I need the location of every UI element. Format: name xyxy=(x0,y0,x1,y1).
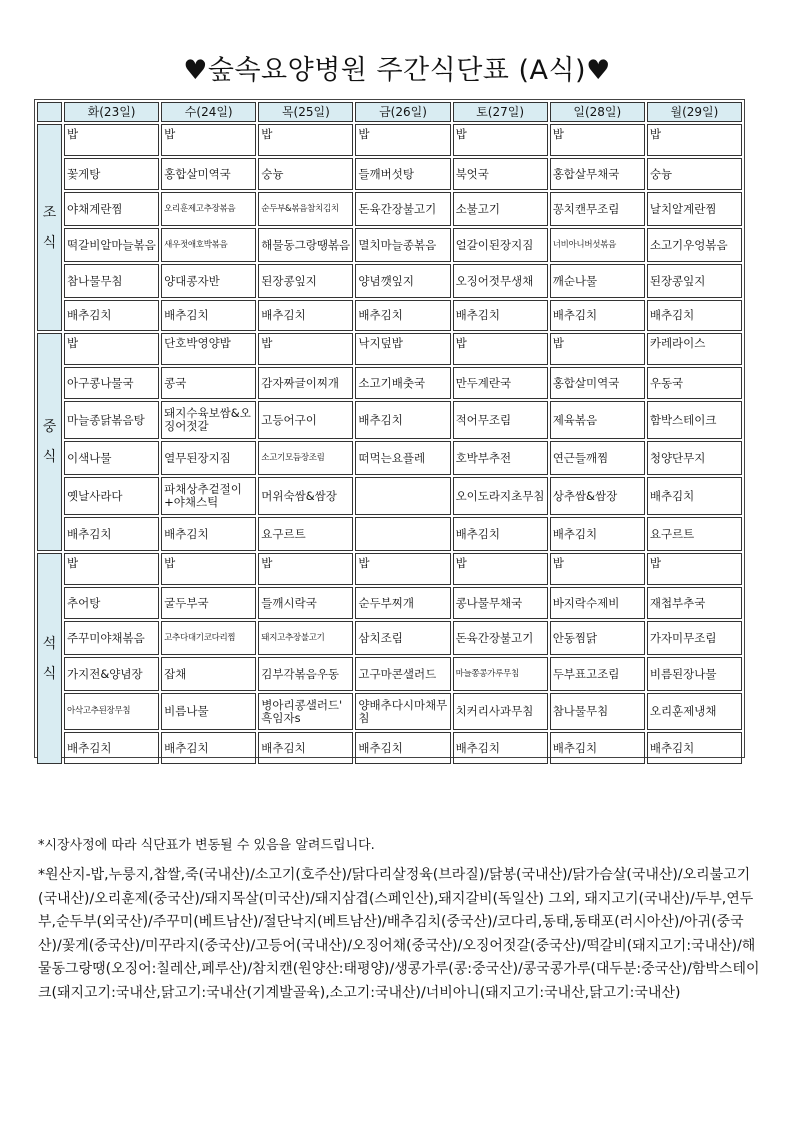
menu-cell: 배추김치 xyxy=(355,401,450,439)
menu-cell: 된장콩잎지 xyxy=(647,264,742,298)
menu-cell xyxy=(355,517,450,551)
menu-row xyxy=(37,300,742,331)
menu-cell: 배추김치 xyxy=(355,732,450,764)
menu-cell: 꽃게탕 xyxy=(64,158,159,190)
menu-cell: 소고기모듬장조림 xyxy=(258,441,353,475)
meal-label: 조 식 xyxy=(37,124,62,331)
menu-cell: 꽁치캔무조림 xyxy=(550,192,645,226)
menu-cell: 마늘쫑콩가루무침 xyxy=(453,657,548,691)
header-row xyxy=(37,102,742,122)
menu-cell: 배추김치 xyxy=(64,300,159,331)
menu-cell: 깨순나물 xyxy=(550,264,645,298)
menu-cell: 만두계란국 xyxy=(453,367,548,399)
menu-cell: 너비아니버섯볶음 xyxy=(550,228,645,262)
menu-cell: 머위숙쌈&쌈장 xyxy=(258,477,353,515)
menu-cell: 고추다대기코다리찜 xyxy=(161,621,256,655)
menu-cell: 배추김치 xyxy=(161,517,256,551)
menu-cell: 북엇국 xyxy=(453,158,548,190)
menu-cell: 파채상추겉절이+야채스틱 xyxy=(161,477,256,515)
menu-cell: 콩국 xyxy=(161,367,256,399)
meal-label: 중 식 xyxy=(37,333,62,551)
menu-cell: 추어탕 xyxy=(64,587,159,619)
menu-cell: 밥 xyxy=(258,124,353,156)
menu-row xyxy=(37,124,742,156)
day-header: 목(25일) xyxy=(258,102,353,122)
menu-cell: 오리훈제냉채 xyxy=(647,693,742,730)
menu-cell: 순두부찌개 xyxy=(355,587,450,619)
menu-row xyxy=(37,587,742,619)
menu-cell: 소고기우엉볶음 xyxy=(647,228,742,262)
menu-cell: 병아리콩샐러드' 흑임자s xyxy=(258,693,353,730)
menu-cell: 치커리사과무침 xyxy=(453,693,548,730)
menu-cell: 배추김치 xyxy=(550,517,645,551)
menu-cell: 배추김치 xyxy=(647,732,742,764)
menu-cell: 돈육간장불고기 xyxy=(355,192,450,226)
menu-cell: 마늘종닭볶음탕 xyxy=(64,401,159,439)
menu-cell: 두부표고조림 xyxy=(550,657,645,691)
weekly-menu-table xyxy=(35,100,744,766)
menu-cell: 떠먹는요플레 xyxy=(355,441,450,475)
menu-row xyxy=(37,367,742,399)
menu-row xyxy=(37,441,742,475)
menu-row xyxy=(37,693,742,730)
menu-cell: 배추김치 xyxy=(355,300,450,331)
menu-cell: 굴두부국 xyxy=(161,587,256,619)
menu-cell: 김부각볶음우동 xyxy=(258,657,353,691)
menu-cell: 배추김치 xyxy=(258,300,353,331)
menu-cell: 비름된장나물 xyxy=(647,657,742,691)
day-header: 금(26일) xyxy=(355,102,450,122)
menu-row xyxy=(37,517,742,551)
menu-cell: 고등어구이 xyxy=(258,401,353,439)
menu-cell: 밥 xyxy=(550,333,645,365)
menu-cell: 삼치조림 xyxy=(355,621,450,655)
menu-cell: 밥 xyxy=(647,553,742,585)
menu-cell: 고구마콘샐러드 xyxy=(355,657,450,691)
menu-cell: 밥 xyxy=(161,124,256,156)
menu-cell: 날치알계란찜 xyxy=(647,192,742,226)
menu-cell: 소불고기 xyxy=(453,192,548,226)
menu-cell: 돼지수육보쌈&오징어젓갈 xyxy=(161,401,256,439)
menu-cell: 떡갈비알마늘볶음 xyxy=(64,228,159,262)
menu-cell: 아삭고추된장무침 xyxy=(64,693,159,730)
menu-cell: 밥 xyxy=(258,333,353,365)
menu-cell: 참나물무침 xyxy=(550,693,645,730)
menu-row xyxy=(37,228,742,262)
menu-cell: 열무된장지짐 xyxy=(161,441,256,475)
menu-cell: 배추김치 xyxy=(161,732,256,764)
menu-cell: 아구콩나물국 xyxy=(64,367,159,399)
menu-row xyxy=(37,621,742,655)
menu-table-frame xyxy=(34,99,745,758)
menu-cell: 돼지고추장불고기 xyxy=(258,621,353,655)
menu-cell: 배추김치 xyxy=(453,300,548,331)
menu-cell: 바지락수제비 xyxy=(550,587,645,619)
menu-cell: 밥 xyxy=(453,124,548,156)
origin-notice: *원산지-밥,누룽지,찹쌀,죽(국내산)/소고기(호주산)/닭다리살정육(브라질)/닭봉(국내산)/닭가슴살(국내산)/오리불고기(국내산)/오리훈제(중국산)/돼지목살(미국산)/돼지삼겹(스페인산),돼지갈비(독일산) 그외, 돼지고기(국내산)/두부,연두부,순두부(외국산)/주꾸미(베트남산)/절단낙지(베트남산)/배추김치(중국산)/코다리,동태,동태포(러시아산)/아귀(중국산)/꽃게(중국산)/미꾸라지(중국산)/고등어(국내산)/오징어채(중국산)/오징어젓갈(중국산)/떡갈비(돼지고기:국내산)/해물동그랑땡(오징어:칠레산,페루산)/참치캔(원양산:태평양)/생콩가루(콩:중국산)/콩국콩가루(대두분:중국산)/함박스테이크(돼지고기:국내산,닭고기:국내산(기계발골육),소고기:국내산)/너비아니(돼지고기:국내산,닭고기:국내산) xyxy=(38,867,760,1001)
menu-cell: 새우젓애호박볶음 xyxy=(161,228,256,262)
menu-cell: 잡채 xyxy=(161,657,256,691)
menu-cell: 가자미무조림 xyxy=(647,621,742,655)
menu-cell: 옛날사라다 xyxy=(64,477,159,515)
menu-cell: 안동찜닭 xyxy=(550,621,645,655)
menu-cell: 밥 xyxy=(161,553,256,585)
menu-cell: 밥 xyxy=(64,333,159,365)
menu-cell: 콩나물무채국 xyxy=(453,587,548,619)
menu-cell: 청양단무지 xyxy=(647,441,742,475)
menu-cell: 밥 xyxy=(647,124,742,156)
day-header: 월(29일) xyxy=(647,102,742,122)
menu-cell: 이색나물 xyxy=(64,441,159,475)
menu-row xyxy=(37,192,742,226)
menu-row xyxy=(37,553,742,585)
menu-cell: 호박부추전 xyxy=(453,441,548,475)
menu-cell: 밥 xyxy=(550,124,645,156)
menu-cell: 밥 xyxy=(258,553,353,585)
menu-cell xyxy=(355,477,450,515)
change-notice: *시장사정에 따라 식단표가 변동될 수 있음을 알려드립니다. xyxy=(38,838,375,853)
menu-cell: 들깨시락국 xyxy=(258,587,353,619)
menu-cell: 숭늉 xyxy=(258,158,353,190)
menu-cell: 오이도라지초무침 xyxy=(453,477,548,515)
menu-cell: 야채계란찜 xyxy=(64,192,159,226)
menu-row xyxy=(37,732,742,764)
menu-cell: 순두부&볶음참치김치 xyxy=(258,192,353,226)
menu-cell: 배추김치 xyxy=(64,732,159,764)
menu-cell: 홍합살미역국 xyxy=(161,158,256,190)
menu-cell: 비름나물 xyxy=(161,693,256,730)
menu-cell: 배추김치 xyxy=(550,300,645,331)
menu-cell: 홍합살미역국 xyxy=(550,367,645,399)
menu-cell: 함박스테이크 xyxy=(647,401,742,439)
menu-cell: 낙지덮밥 xyxy=(355,333,450,365)
header-corner xyxy=(37,102,62,122)
menu-cell: 참나물무침 xyxy=(64,264,159,298)
menu-cell: 배추김치 xyxy=(64,517,159,551)
menu-cell: 된장콩잎지 xyxy=(258,264,353,298)
menu-cell: 배추김치 xyxy=(453,732,548,764)
menu-row xyxy=(37,657,742,691)
menu-row xyxy=(37,264,742,298)
menu-cell: 양념깻잎지 xyxy=(355,264,450,298)
menu-cell: 홍합살무채국 xyxy=(550,158,645,190)
menu-cell: 요구르트 xyxy=(647,517,742,551)
menu-cell: 카레라이스 xyxy=(647,333,742,365)
menu-cell: 배추김치 xyxy=(647,300,742,331)
menu-cell: 밥 xyxy=(453,333,548,365)
menu-cell: 배추김치 xyxy=(453,517,548,551)
menu-cell: 소고기배춧국 xyxy=(355,367,450,399)
menu-cell: 양대콩자반 xyxy=(161,264,256,298)
menu-cell: 배추김치 xyxy=(550,732,645,764)
day-header: 토(27일) xyxy=(453,102,548,122)
day-header: 일(28일) xyxy=(550,102,645,122)
menu-cell: 오징어젓무생채 xyxy=(453,264,548,298)
menu-row xyxy=(37,401,742,439)
menu-cell: 밥 xyxy=(64,124,159,156)
menu-cell: 밥 xyxy=(453,553,548,585)
menu-cell: 재첩부추국 xyxy=(647,587,742,619)
menu-cell: 멸치마늘종볶음 xyxy=(355,228,450,262)
menu-cell: 해물동그랑땡볶음 xyxy=(258,228,353,262)
menu-cell: 요구르트 xyxy=(258,517,353,551)
menu-cell: 감자짜글이찌개 xyxy=(258,367,353,399)
menu-cell: 돈육간장불고기 xyxy=(453,621,548,655)
menu-cell: 숭늉 xyxy=(647,158,742,190)
menu-row xyxy=(37,477,742,515)
menu-row xyxy=(37,333,742,365)
menu-cell: 양배추다시마채무침 xyxy=(355,693,450,730)
menu-cell: 밥 xyxy=(355,553,450,585)
menu-cell: 배추김치 xyxy=(258,732,353,764)
menu-cell: 단호박영양밥 xyxy=(161,333,256,365)
menu-cell: 밥 xyxy=(355,124,450,156)
menu-cell: 들깨버섯탕 xyxy=(355,158,450,190)
menu-row xyxy=(37,158,742,190)
day-header: 수(24일) xyxy=(161,102,256,122)
page-title: ♥숲속요양병원 주간식단표 (A식)♥ xyxy=(183,55,611,86)
menu-cell: 가지전&양념장 xyxy=(64,657,159,691)
menu-cell: 밥 xyxy=(64,553,159,585)
meal-label: 석 식 xyxy=(37,553,62,764)
menu-cell: 밥 xyxy=(550,553,645,585)
menu-cell: 연근들깨찜 xyxy=(550,441,645,475)
menu-cell: 적어무조림 xyxy=(453,401,548,439)
menu-cell: 배추김치 xyxy=(161,300,256,331)
menu-cell: 우동국 xyxy=(647,367,742,399)
day-header: 화(23일) xyxy=(64,102,159,122)
menu-cell: 배추김치 xyxy=(647,477,742,515)
menu-cell: 제육볶음 xyxy=(550,401,645,439)
menu-cell: 오리훈제고추장볶음 xyxy=(161,192,256,226)
menu-cell: 상추쌈&쌈장 xyxy=(550,477,645,515)
menu-cell: 얼갈이된장지짐 xyxy=(453,228,548,262)
menu-cell: 주꾸미야채볶음 xyxy=(64,621,159,655)
